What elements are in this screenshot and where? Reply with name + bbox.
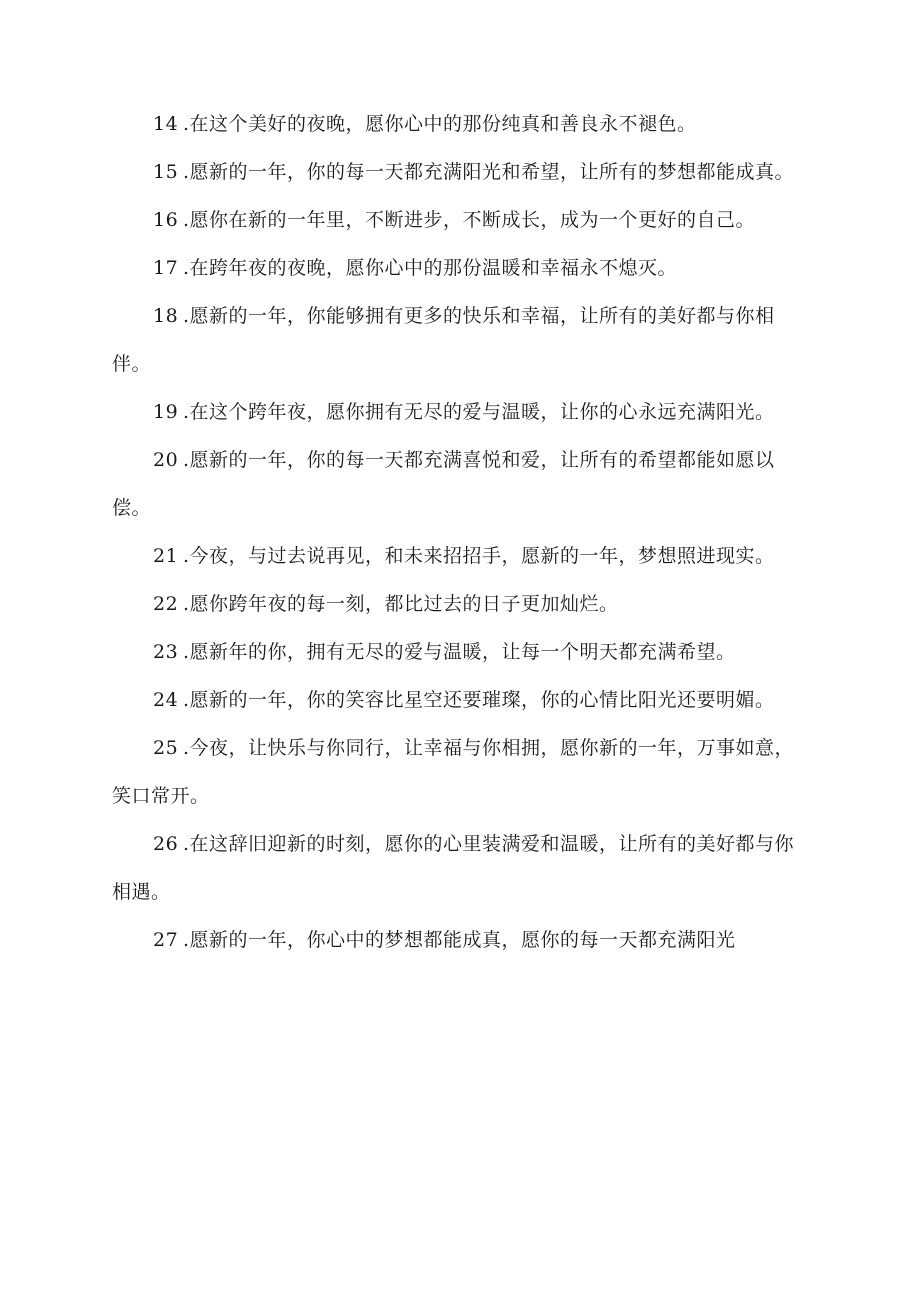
item-number: 15 [153,161,179,183]
item-number: 22 [153,593,179,615]
item-number: 21 [153,545,179,567]
item-number: 25 [153,737,179,759]
item-text: .在这个跨年夜，愿你拥有无尽的爱与温暖，让你的心永远充满阳光。 [183,401,775,423]
item-text: .今夜，与过去说再见，和未来招招手，愿新的一年，梦想照进现实。 [183,545,775,567]
item-number: 17 [153,257,179,279]
item-number: 20 [153,449,179,471]
list-item [112,676,812,724]
item-text: .愿新的一年，你的笑容比星空还要璀璨，你的心情比阳光还要明媚。 [183,689,775,711]
wish-list [112,100,812,964]
list-item [112,628,812,676]
item-text: .愿新的一年，你能够拥有更多的快乐和幸福，让所有的美好都与你相伴。 [112,305,775,375]
item-text: .在跨年夜的夜晚，愿你心中的那份温暖和幸福永不熄灭。 [183,257,678,279]
list-item [112,100,812,148]
list-item [112,148,812,196]
list-item [112,724,812,820]
item-text: .在这个美好的夜晚，愿你心中的那份纯真和善良永不褪色。 [183,113,697,135]
item-text: .愿你在新的一年里，不断进步，不断成长，成为一个更好的自己。 [183,209,756,231]
item-text: .愿新年的你，拥有无尽的爱与温暖，让每一个明天都充满希望。 [183,641,736,663]
item-number: 24 [153,689,179,711]
item-number: 27 [153,929,179,951]
item-text: .今夜，让快乐与你同行，让幸福与你相拥，愿你新的一年，万事如意，笑口常开。 [112,737,795,807]
list-item [112,196,812,244]
item-text: .愿新的一年，你心中的梦想都能成真，愿你的每一天都充满阳光 [183,929,736,951]
item-number: 19 [153,401,179,423]
list-item [112,244,812,292]
list-item [112,580,812,628]
item-text: .在这辞旧迎新的时刻，愿你的心里装满爱和温暖，让所有的美好都与你相遇。 [112,833,795,903]
item-text: .愿新的一年，你的每一天都充满阳光和希望，让所有的梦想都能成真。 [183,161,795,183]
list-item [112,292,812,388]
list-item [112,436,812,532]
item-text: .愿你跨年夜的每一刻，都比过去的日子更加灿烂。 [183,593,619,615]
list-item [112,388,812,436]
list-item [112,916,812,964]
item-number: 26 [153,833,179,855]
list-item [112,820,812,916]
item-text: .愿新的一年，你的每一天都充满喜悦和爱，让所有的希望都能如愿以偿。 [112,449,775,519]
item-number: 14 [153,113,179,135]
item-number: 16 [153,209,179,231]
item-number: 23 [153,641,179,663]
list-item [112,532,812,580]
item-number: 18 [153,305,179,327]
